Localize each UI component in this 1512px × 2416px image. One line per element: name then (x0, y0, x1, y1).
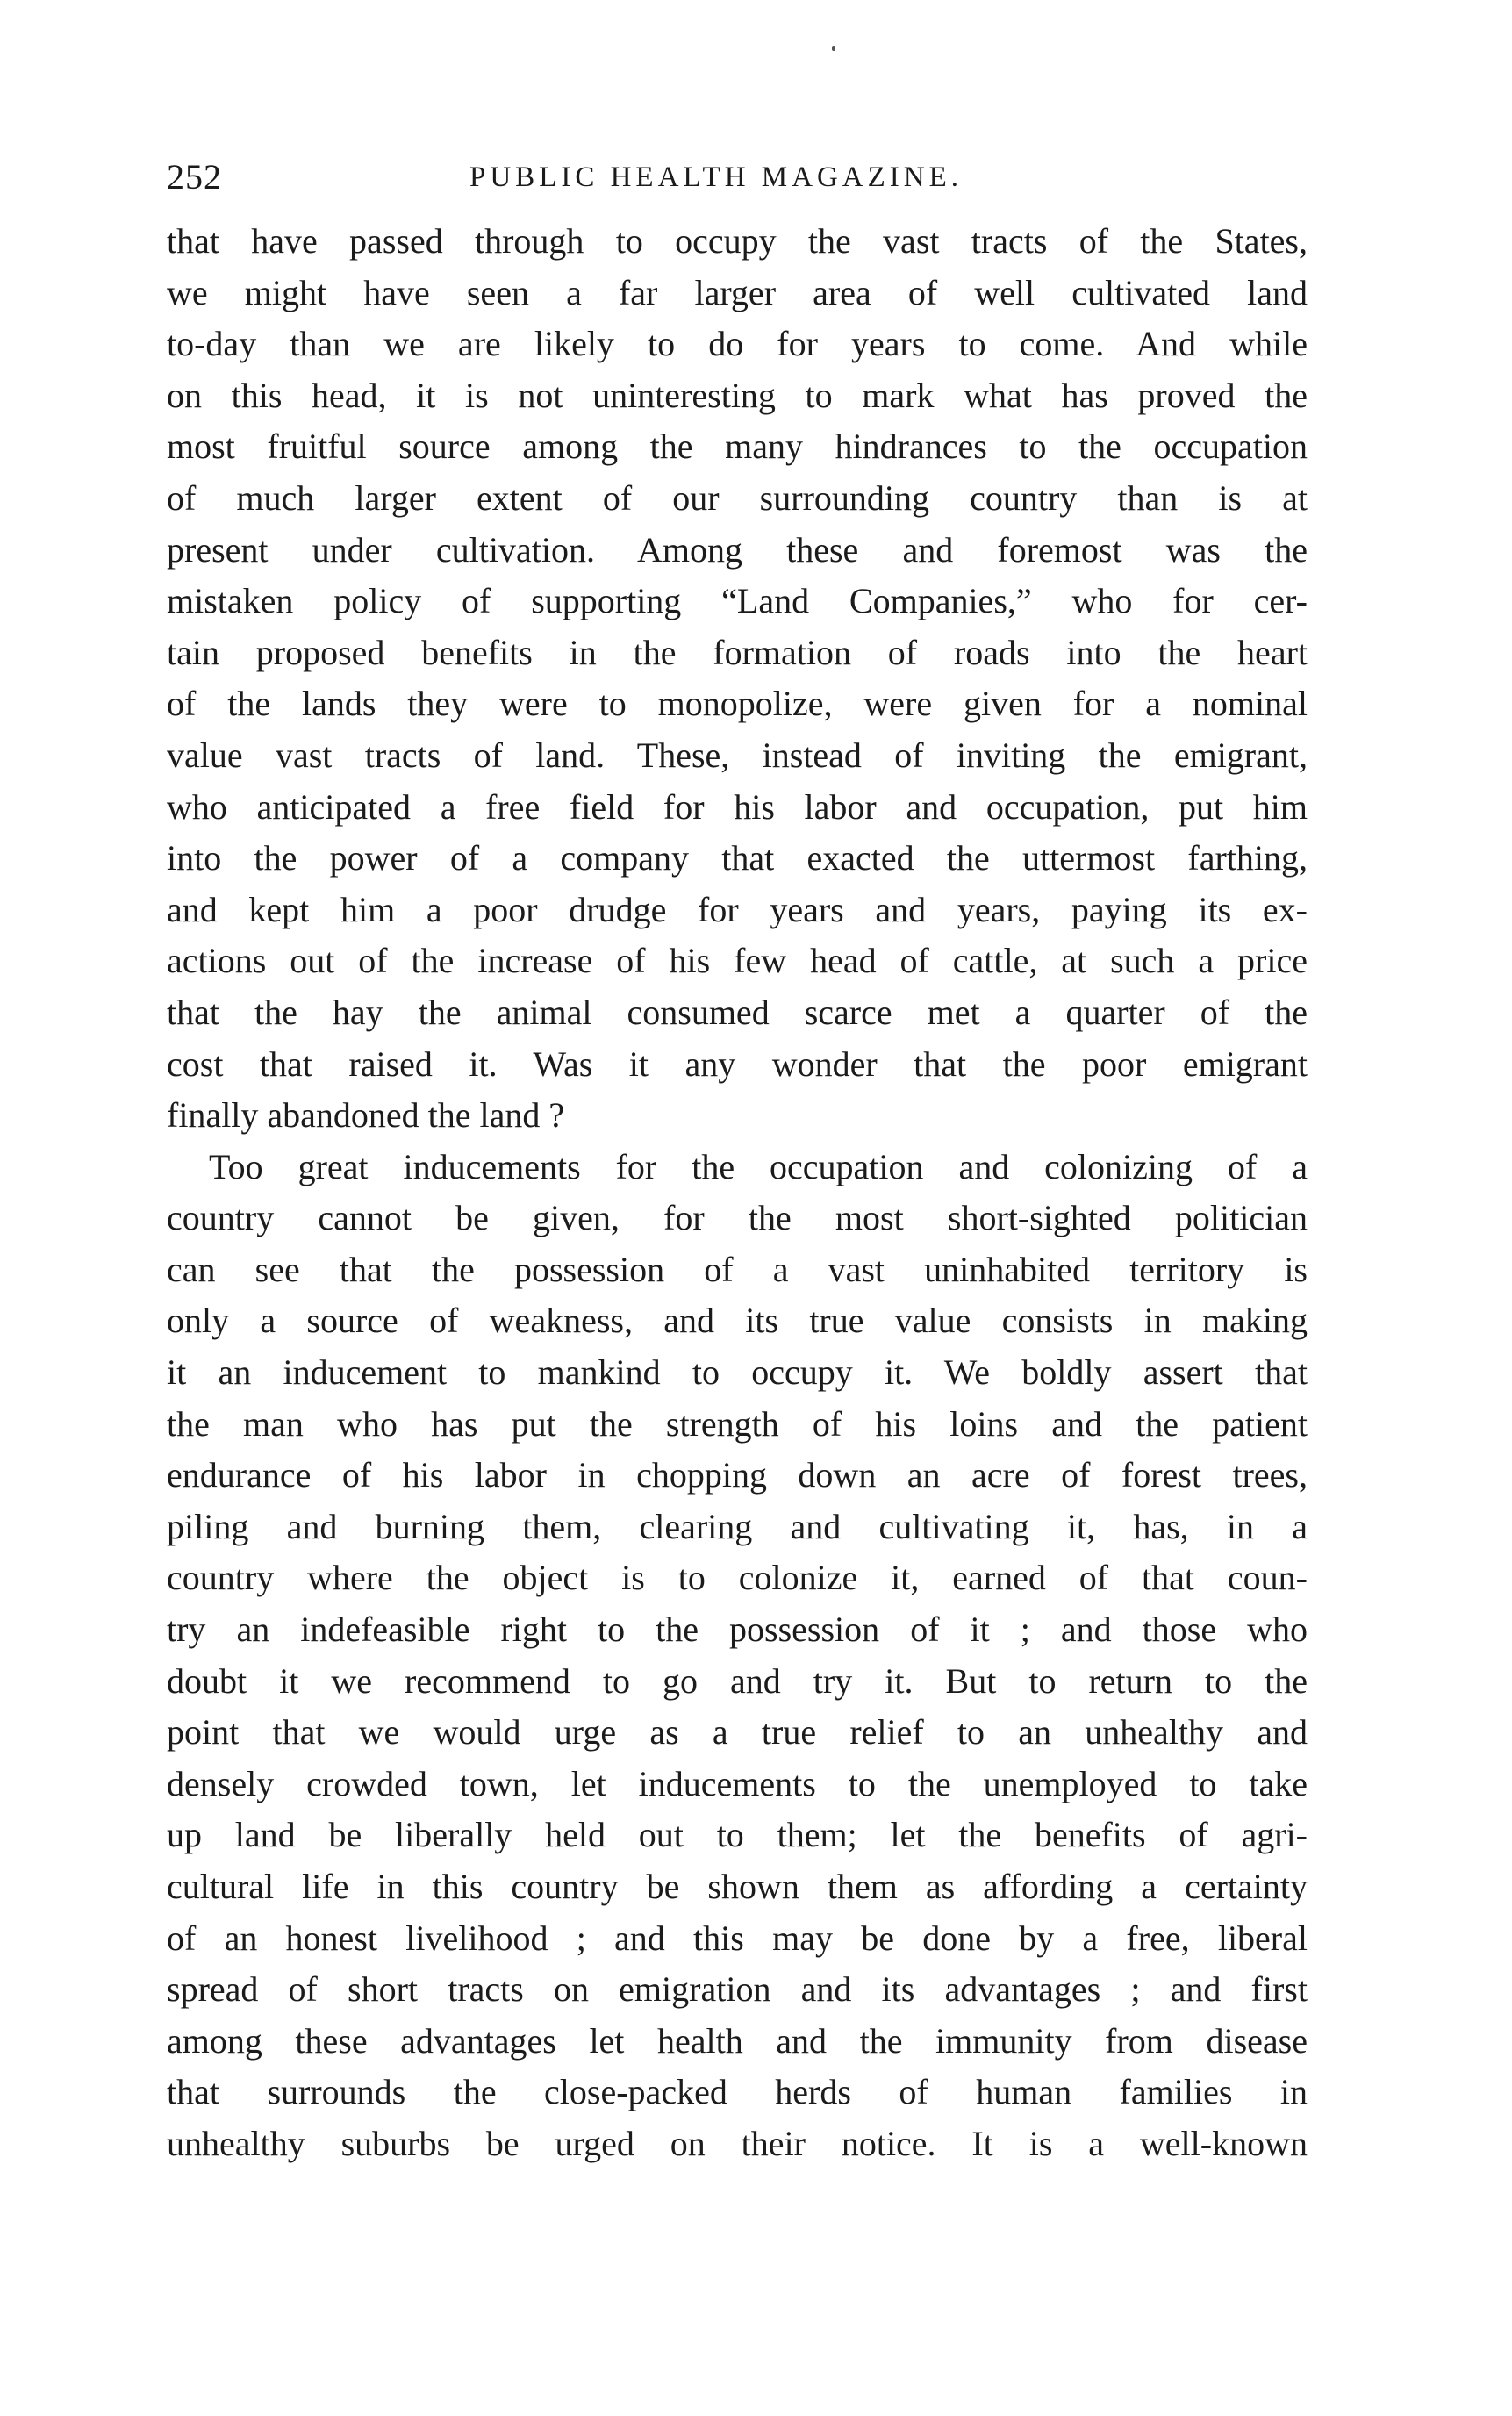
text-line: actions out of the increase of his few head of cattle, at such a price (167, 941, 1308, 981)
text-line: of the lands they were to monopolize, were given for a nominal (167, 684, 1308, 724)
speck-mark (832, 46, 835, 51)
text-line: only a source of weakness, and its true value consists in making (167, 1301, 1308, 1341)
text-line: on this head, it is not uninteresting to mark what has proved the (167, 375, 1308, 415)
text-line: present under cultivation. Among these and foremost was the (167, 529, 1308, 570)
text-line: endurance of his labor in chopping down an acre of forest trees, (167, 1455, 1308, 1495)
text-line: unhealthy suburbs be urged on their notice. It is a well-known (167, 2123, 1308, 2163)
text-line: spread of short tracts on emigration and its advantages ; and first (167, 1969, 1308, 2010)
text-line: cost that raised it. Was it any wonder that the poor emigrant (167, 1043, 1308, 1084)
text-line: Too great inducements for the occupation and colonizing of a (209, 1146, 1308, 1186)
paragraph-1 (167, 216, 1308, 1142)
text-line: country where the object is to colonize it, earned of that coun- (167, 1558, 1308, 1598)
paragraph-2 (167, 1142, 1308, 2170)
running-head: PUBLIC HEALTH MAGAZINE. (469, 161, 964, 193)
text-line: to-day than we are likely to do for years to come. And while (167, 324, 1308, 364)
text-line: that surrounds the close-packed herds of human families in (167, 2072, 1308, 2112)
text-line: try an indefeasible right to the possession of it ; and those who (167, 1609, 1308, 1650)
text-line: can see that the possession of a vast uninhabited territory is (167, 1249, 1308, 1289)
text-line: tain proposed benefits in the formation of roads into the heart (167, 632, 1308, 672)
text-line: among these advantages let health and the immunity from disease (167, 2020, 1308, 2061)
text-line: that have passed through to occupy the vast tracts of the States, (167, 221, 1308, 261)
text-line: piling and burning them, clearing and cultivating it, has, in a (167, 1506, 1308, 1546)
text-line: it an inducement to mankind to occupy it. We boldly assert that (167, 1352, 1308, 1393)
text-line: densely crowded town, let inducements to the unemployed to take (167, 1763, 1308, 1803)
text-line: country cannot be given, for the most short-sighted politician (167, 1198, 1308, 1238)
text-line: into the power of a company that exacted the uttermost farthing, (167, 838, 1308, 878)
text-line: doubt it we recommend to go and try it. But to return to the (167, 1660, 1308, 1701)
text-line: who anticipated a free field for his labor and occupation, put him (167, 786, 1308, 827)
text-line: we might have seen a far larger area of well cultivated land (167, 272, 1308, 312)
text-line: the man who has put the strength of his loins and the patient (167, 1403, 1308, 1444)
text-line: most fruitful source among the many hindrances to the occupation (167, 427, 1308, 467)
text-line: point that we would urge as a true relief to an unhealthy and (167, 1712, 1308, 1753)
text-line: mistaken policy of supporting “Land Companies,” who for cer- (167, 581, 1308, 621)
text-line: of much larger extent of our surrounding country than is at (167, 477, 1308, 518)
text-line: up land be liberally held out to them; let the benefits of agri- (167, 1815, 1308, 1855)
text-line: finally abandoned the land ? (167, 1095, 565, 1136)
text-line: cultural life in this country be shown them as affording a certainty (167, 1867, 1308, 1906)
text-line: of an honest livelihood ; and this may be done by a free, liberal (167, 1918, 1308, 1958)
page-number: 252 (167, 157, 222, 197)
text-line: and kept him a poor drudge for years and years, paying its ex- (167, 889, 1308, 929)
body-text (167, 216, 1308, 2170)
text-line: value vast tracts of land. These, instead of inviting the emigrant, (167, 735, 1308, 775)
page-header (167, 156, 1308, 209)
text-line: that the hay the animal consumed scarce met a quarter of the (167, 992, 1308, 1032)
